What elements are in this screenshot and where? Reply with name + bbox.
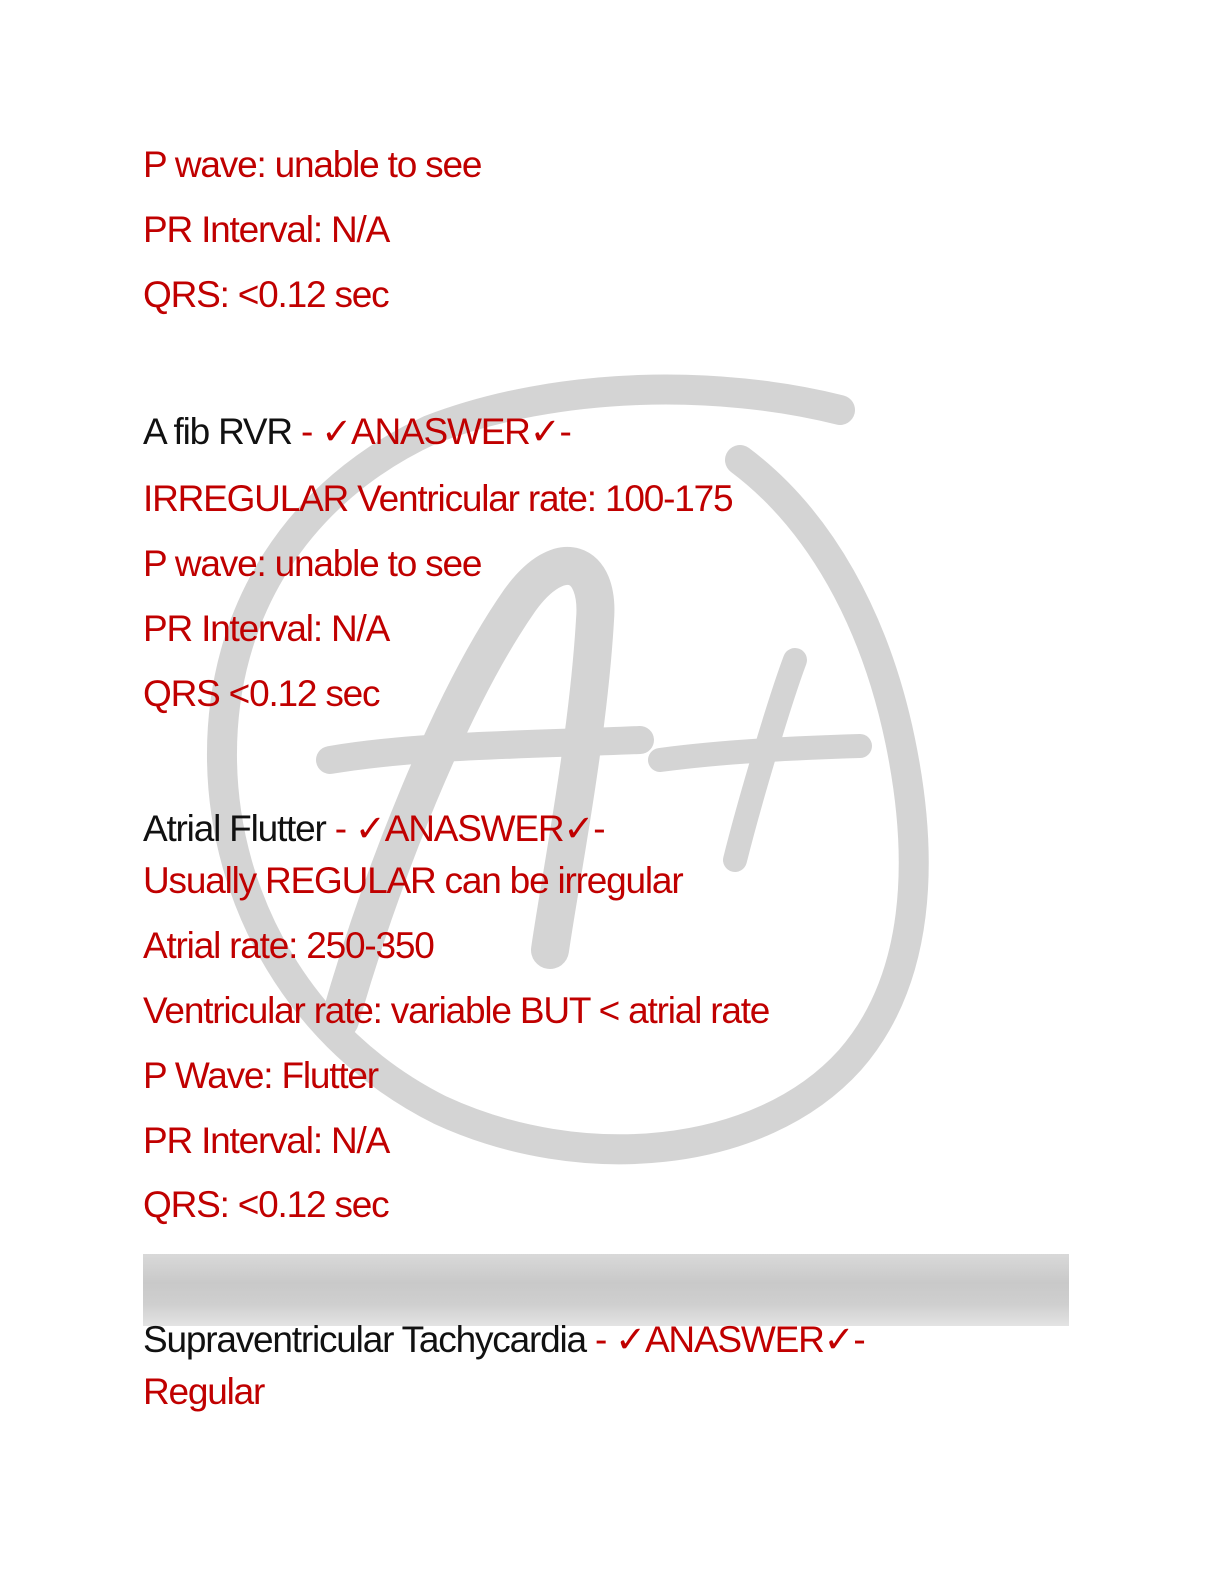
block-0-line-0: P wave: unable to see — [143, 144, 482, 185]
block-1-line-3: QRS <0.12 sec — [143, 673, 380, 714]
block-1-line-2: PR Interval: N/A — [143, 608, 390, 649]
block-2-line-2: Ventricular rate: variable BUT < atrial rate — [143, 990, 770, 1031]
block-2-term: Atrial Flutter — [143, 808, 326, 849]
block-3-line-0: Regular — [143, 1371, 265, 1412]
block-1-answer-marker: - ✓ANASWER✓- — [291, 411, 571, 452]
block-2-line-5: QRS: <0.12 sec — [143, 1184, 389, 1225]
block-1-heading — [143, 410, 571, 454]
block-3-heading — [143, 1318, 865, 1362]
block-1-line-0: IRREGULAR Ventricular rate: 100-175 — [143, 478, 733, 519]
block-0-line-2: QRS: <0.12 sec — [143, 274, 389, 315]
block-3-term: Supraventricular Tachycardia — [143, 1319, 586, 1360]
block-2-heading — [143, 807, 604, 851]
block-0-line-1: PR Interval: N/A — [143, 209, 390, 250]
block-2-line-1: Atrial rate: 250-350 — [143, 925, 434, 966]
gray-separator-band — [143, 1254, 1069, 1326]
block-2-answer-marker: - ✓ANASWER✓- — [325, 808, 605, 849]
block-3-answer-marker: - ✓ANASWER✓- — [585, 1319, 865, 1360]
block-2-line-0: Usually REGULAR can be irregular — [143, 860, 683, 901]
block-2-line-3: P Wave: Flutter — [143, 1055, 378, 1096]
block-1-line-1: P wave: unable to see — [143, 543, 482, 584]
block-2-line-4: PR Interval: N/A — [143, 1120, 390, 1161]
block-1-term: A fib RVR — [143, 411, 292, 452]
